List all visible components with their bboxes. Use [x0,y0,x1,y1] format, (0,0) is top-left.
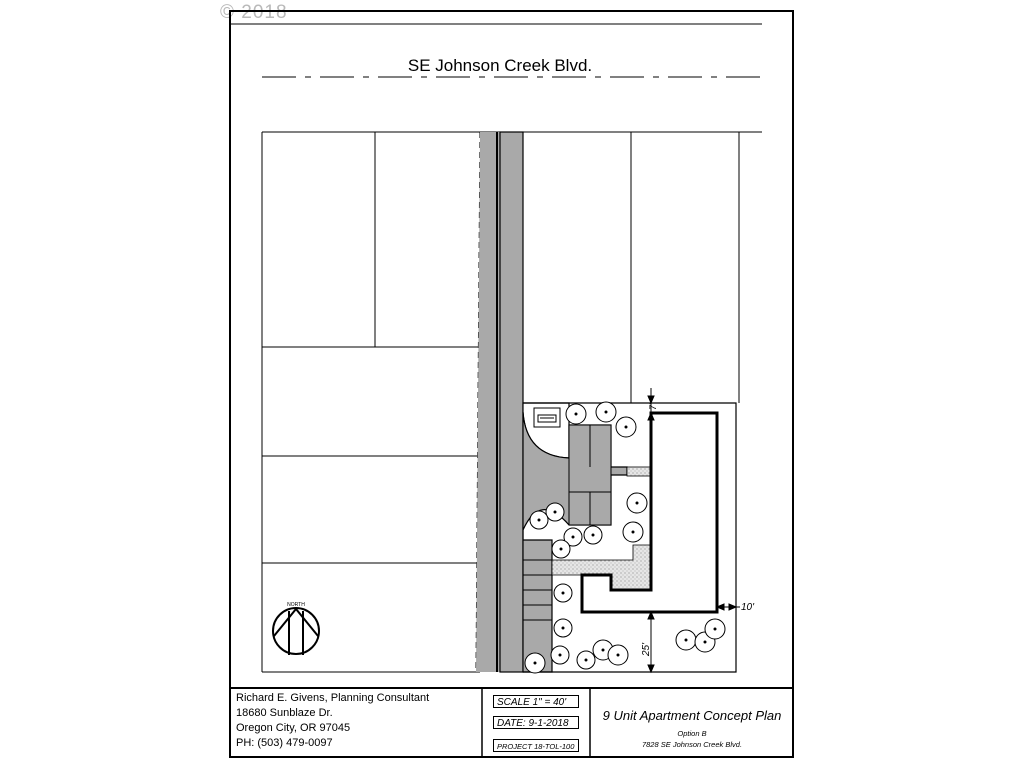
sheet-option: Option B [677,729,707,738]
consultant-street: 18680 Sunblaze Dr. [236,707,333,719]
dimension-label-side: 10' [741,602,755,613]
tree-icon [552,540,570,558]
tree-icon [566,404,586,424]
project-stamp: PROJECT 18-TOL-100 [493,739,579,752]
sheet-title: 9 Unit Apartment Concept Plan [602,708,782,723]
tree-icon [577,651,595,669]
scale-stamp: SCALE 1" = 40' [493,695,579,708]
tree-icon [554,619,572,637]
consultant-name: Richard E. Givens, Planning Consultant [236,692,430,704]
sheet-address: 7828 SE Johnson Creek Blvd. [641,740,743,749]
dimension-label-top: 7' [648,403,658,410]
north-label: NORTH [287,602,305,608]
copyright-watermark: © 2018 [220,2,288,23]
tree-icon [623,522,643,542]
tree-icon [705,619,725,639]
consultant-info [236,691,476,751]
date-stamp: DATE: 9-1-2018 [493,716,579,729]
tree-icon [676,630,696,650]
tree-icon [608,645,628,665]
consultant-city: Oregon City, OR 97045 [236,722,351,734]
north-arrow-icon [273,608,319,655]
street-name: SE Johnson Creek Blvd. [380,56,620,76]
tree-icon [584,526,602,544]
tree-icon [596,402,616,422]
dimension-label-rear: 25' [641,642,652,656]
consultant-phone: PH: (503) 479-0097 [236,737,333,749]
tree-icon [546,503,564,521]
tree-icon [627,493,647,513]
walkway-upper [627,467,651,476]
tree-icon [554,584,572,602]
tree-icon [530,511,548,529]
tree-icon [616,417,636,437]
tree-icon [525,653,545,673]
access-driveway [500,132,523,672]
tree-icon [551,646,569,664]
dimension-rear-setback [648,612,654,672]
